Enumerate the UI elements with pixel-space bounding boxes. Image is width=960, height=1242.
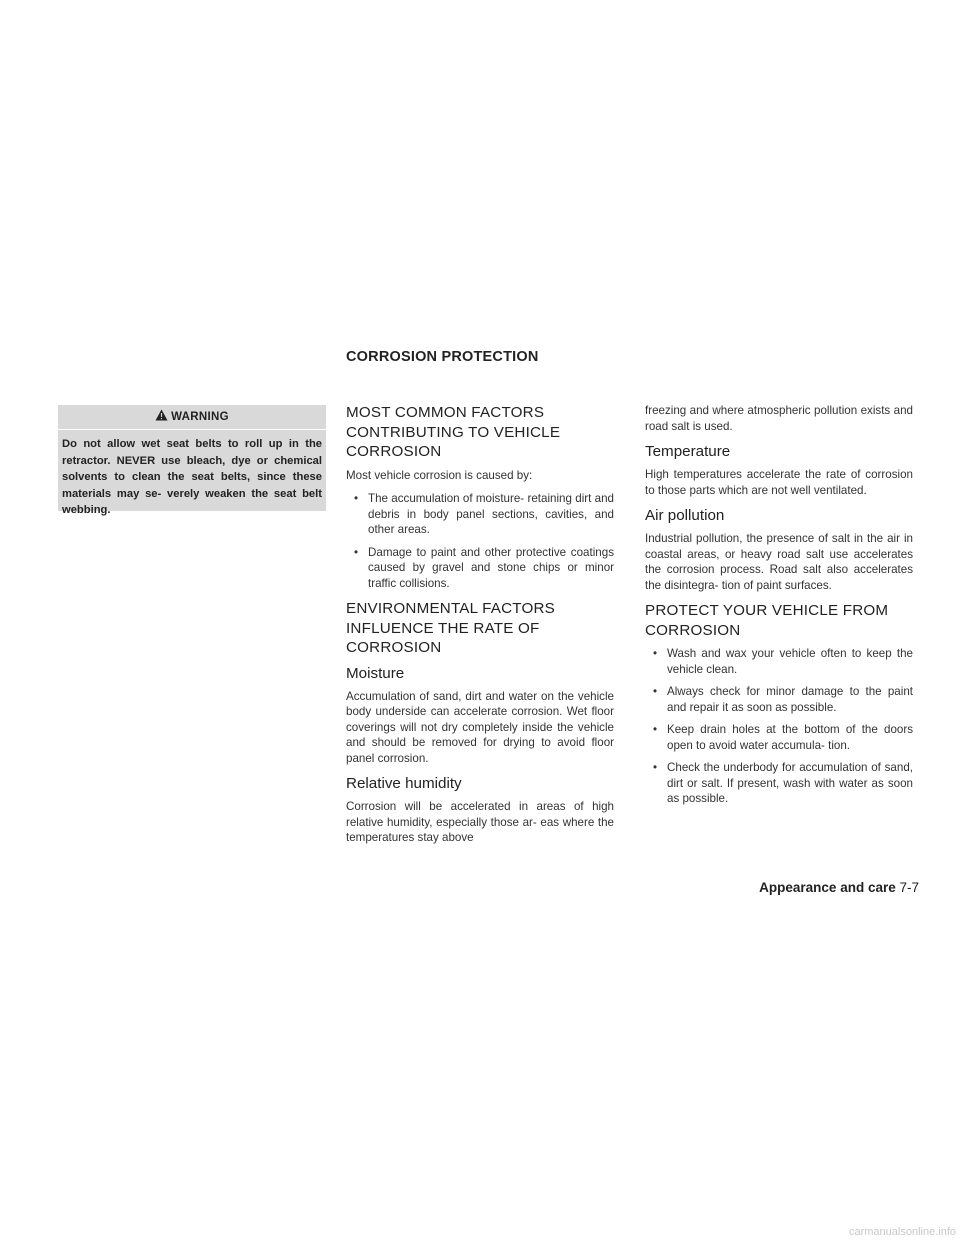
middle-column	[346, 403, 614, 854]
heading-moisture: Moisture	[346, 664, 405, 682]
warning-box	[58, 405, 326, 516]
moisture-text: Accumulation of sand, dirt and water on the vehicle body underside can accelerate corrosion. Wet floor coverings will not dry completely inside the vehicle and should be removed for drying to avoid floor panel corrosion.	[346, 689, 614, 765]
humidity-text: Corrosion will be accelerated in areas of high relative humidity, especially those ar- eas where the temperatures stay above	[346, 800, 614, 844]
temperature-text: High temperatures accelerate the rate of corrosion to those parts which are not well ventilated.	[645, 468, 913, 497]
list-item: • Keep drain holes at the bottom of the doors open to avoid water accumula- tion.	[653, 723, 913, 752]
heading-temperature: Temperature	[645, 443, 731, 460]
page-footer	[729, 880, 919, 895]
humidity-continued: freezing and where atmospheric pollution exists and road salt is used.	[645, 404, 913, 433]
causes-list	[346, 491, 614, 591]
heading-environmental: ENVIRONMENTAL FACTORS INFLUENCE THE RATE OF CORROSION	[346, 600, 555, 656]
list-item: • Wash and wax your vehicle often to keep the vehicle clean.	[653, 647, 913, 676]
right-column	[645, 403, 913, 815]
protect-list	[645, 646, 913, 807]
list-item: • Always check for minor damage to the paint and repair it as soon as possible.	[653, 685, 913, 714]
heading-humidity: Relative humidity	[346, 775, 462, 792]
warning-triangle-icon	[155, 408, 168, 426]
section-title: CORROSION PROTECTION	[346, 349, 539, 365]
list-item: • Check the underbody for accumulation of sand, dirt or salt. If present, wash with water as soon as possible.	[653, 761, 913, 805]
heading-common-factors: MOST COMMON FACTORS CONTRIBUTING TO VEHICLE CORROSION	[346, 404, 561, 460]
list-item: • The accumulation of moisture- retaining dirt and debris in body panel sections, cavities, and other areas.	[354, 492, 614, 536]
air-pollution-text: Industrial pollution, the presence of salt in the air in coastal areas, or heavy road salt use accelerates the corrosion process. Road salt also accelerates the disintegra- tion of paint surfaces.	[645, 532, 913, 592]
heading-air-pollution: Air pollution	[645, 507, 725, 524]
chapter-name: Appearance and care	[759, 880, 896, 895]
list-item: • Damage to paint and other protective coatings caused by gravel and stone chips or minor traffic collisions.	[354, 545, 614, 590]
page-number: 7-7	[899, 880, 919, 895]
watermark: carmanualsonline.info	[848, 1226, 956, 1238]
warning-text: Do not allow wet seat belts to roll up in the retractor. NEVER use bleach, dye or chemical solvents to clean the seat belts, since these materials may se- verely weaken the seat belt webbing.	[62, 438, 322, 516]
warning-title: WARNING	[171, 411, 229, 423]
heading-protect: PROTECT YOUR VEHICLE FROM CORROSION	[645, 602, 889, 639]
warning-header	[58, 405, 326, 430]
intro-text: Most vehicle corrosion is caused by:	[346, 468, 533, 482]
